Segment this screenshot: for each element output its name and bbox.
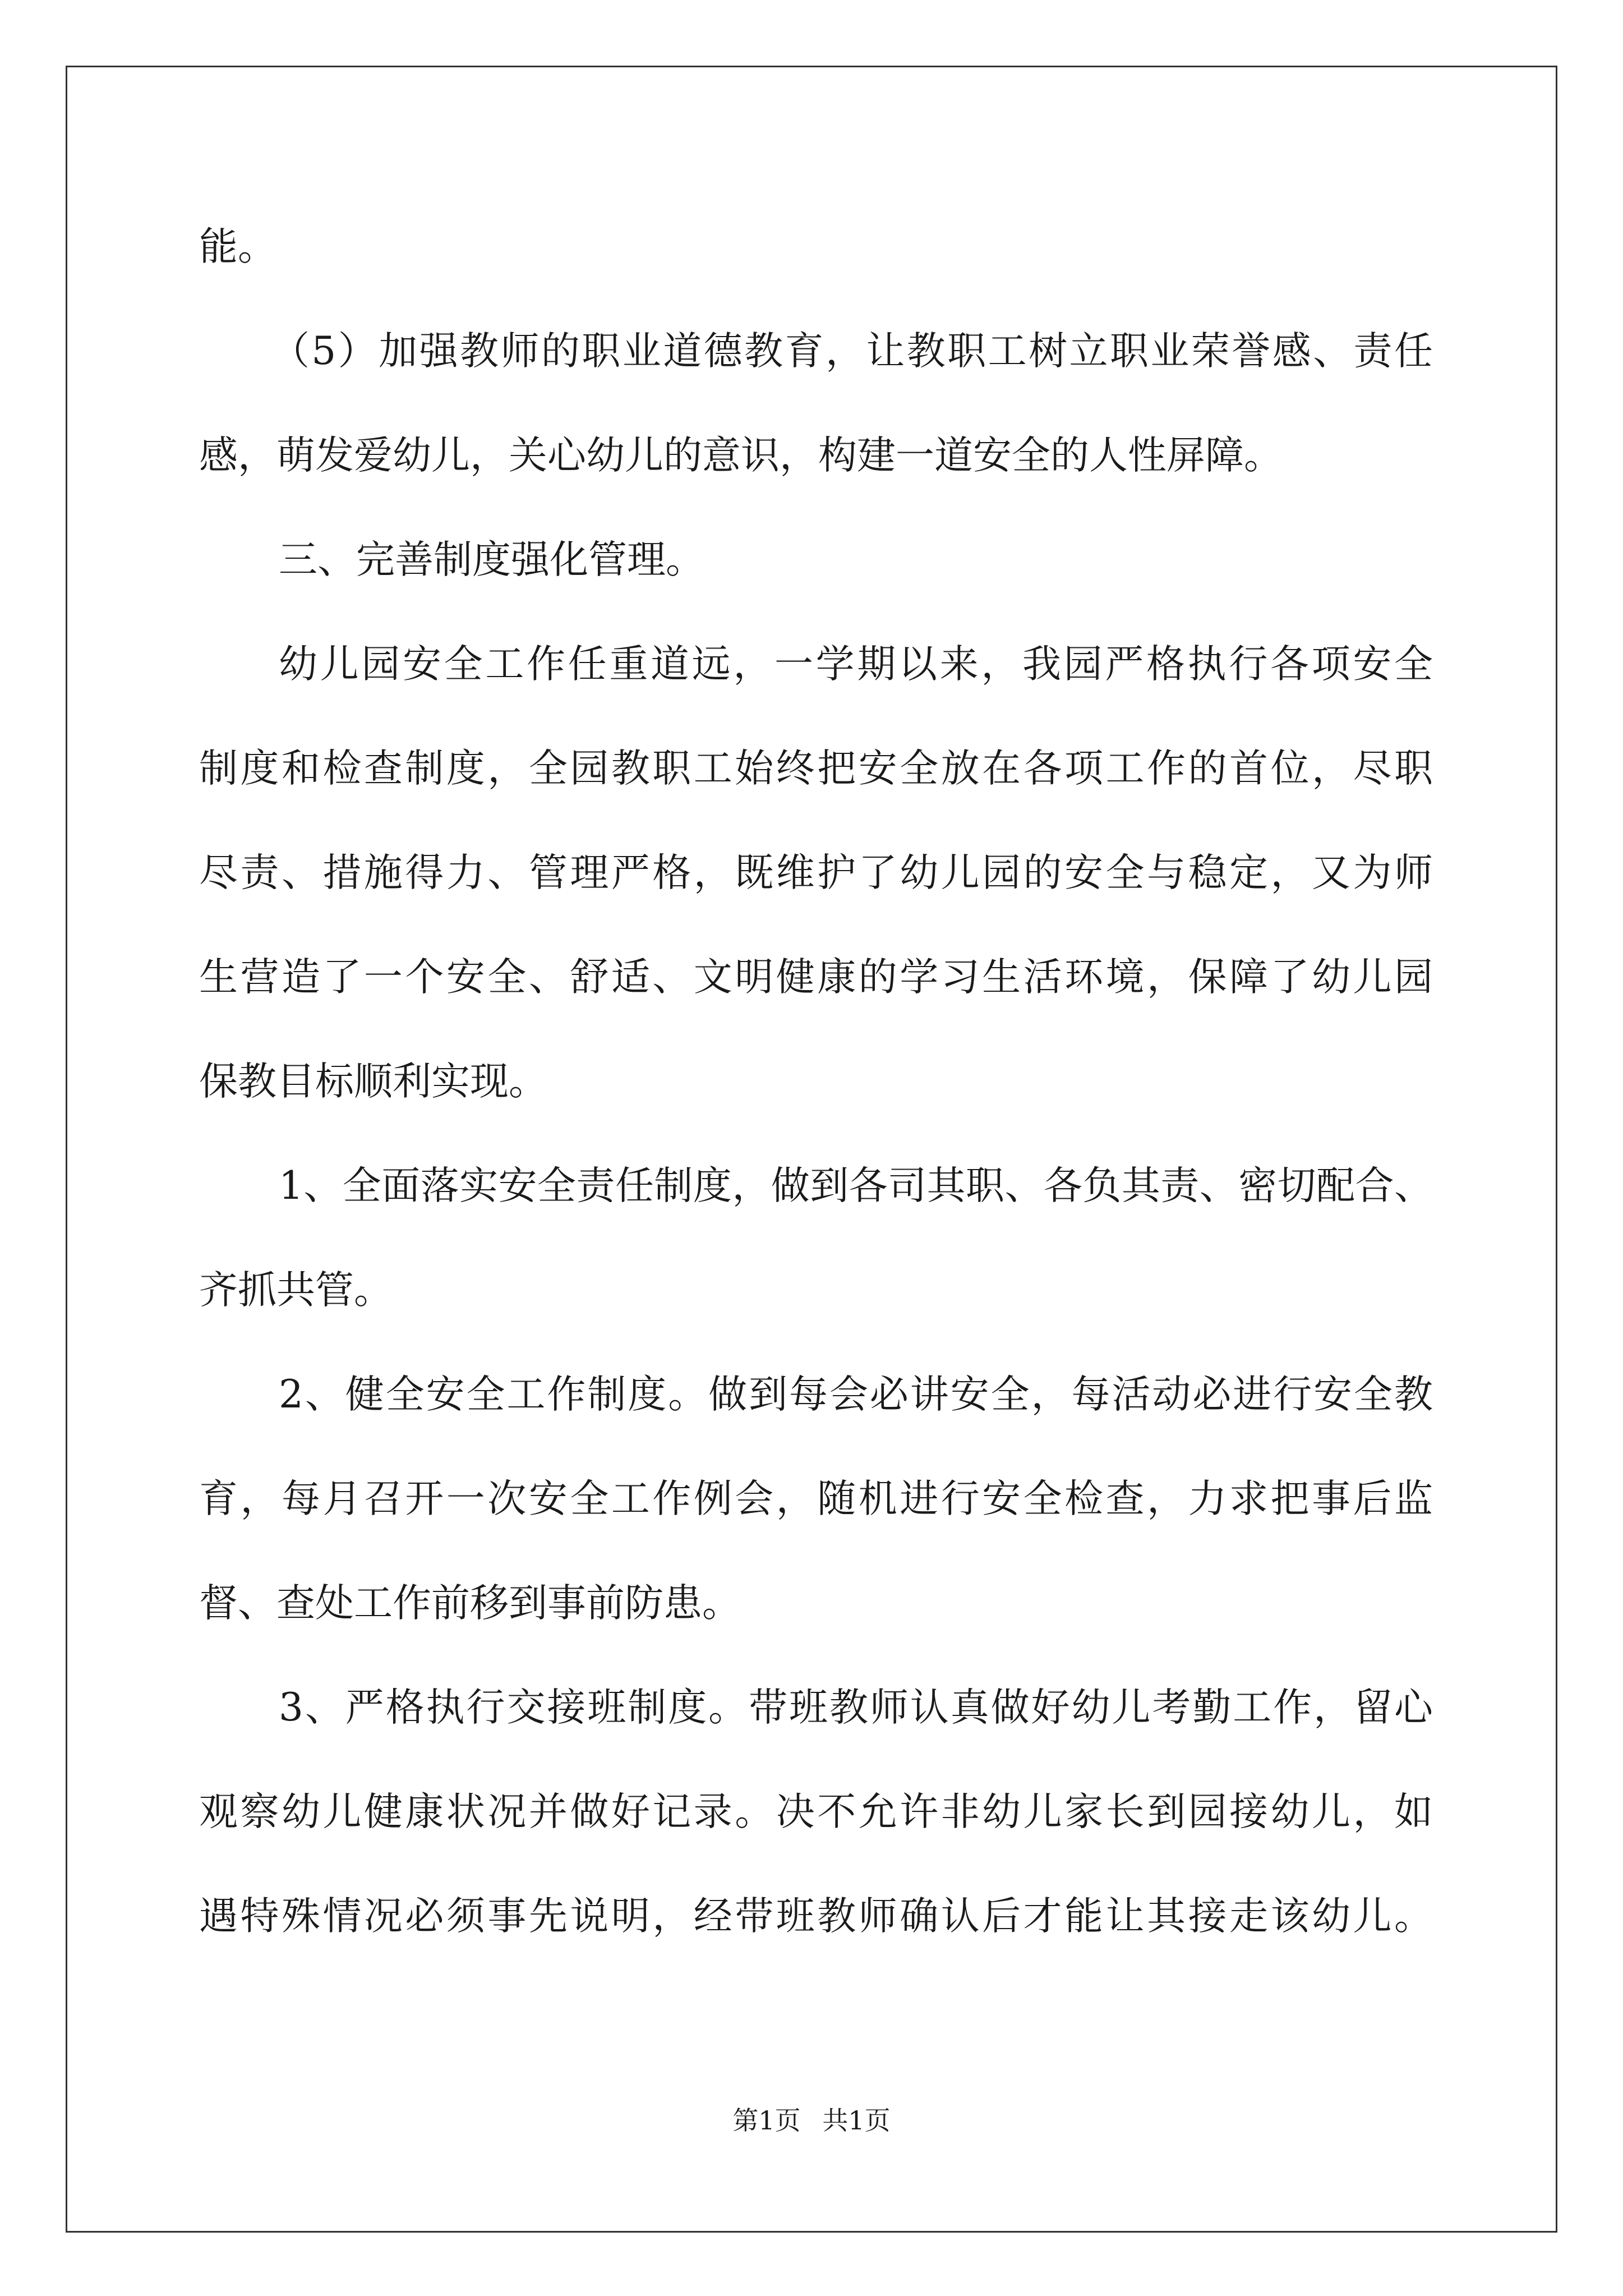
item-3-line-3: 遇特殊情况必须事先说明，经带班教师确认后才能让其接走该幼儿。 bbox=[199, 1894, 1433, 1939]
text-line: 能。 bbox=[199, 224, 276, 269]
page-number: 第1页 bbox=[732, 2105, 801, 2136]
item-2-line-1: 2、健全安全工作制度。做到每会必讲安全，每活动必进行安全教 bbox=[279, 1372, 1433, 1417]
item-1-line-2: 齐抓共管。 bbox=[199, 1268, 393, 1313]
page-total: 共1页 bbox=[822, 2105, 891, 2136]
item-2-line-3: 督、查处工作前移到事前防患。 bbox=[199, 1581, 741, 1626]
body-line: 幼儿园安全工作任重道远，一学期以来，我园严格执行各项安全 bbox=[279, 642, 1433, 687]
item-1-line-1: 1、全面落实安全责任制度，做到各司其职、各负其责、密切配合、 bbox=[279, 1163, 1433, 1208]
body-line: 尽责、措施得力、管理严格，既维护了幼儿园的安全与稳定，又为师 bbox=[199, 850, 1433, 895]
body-line: 生营造了一个安全、舒适、文明健康的学习生活环境，保障了幼儿园 bbox=[199, 955, 1433, 1000]
section-heading: 三、完善制度强化管理。 bbox=[279, 537, 704, 582]
paragraph-5-line-1: （5）加强教师的职业道德教育，让教职工树立职业荣誉感、责任 bbox=[271, 329, 1433, 374]
body-line: 保教目标顺利实现。 bbox=[199, 1059, 547, 1104]
item-3-line-1: 3、严格执行交接班制度。带班教师认真做好幼儿考勤工作，留心 bbox=[279, 1685, 1433, 1730]
item-3-line-2: 观察幼儿健康状况并做好记录。决不允许非幼儿家长到园接幼儿，如 bbox=[199, 1789, 1433, 1834]
body-line: 制度和检查制度，全园教职工始终把安全放在各项工作的首位，尽职 bbox=[199, 746, 1433, 791]
item-2-line-2: 育，每月召开一次安全工作例会，随机进行安全检查，力求把事后监 bbox=[199, 1476, 1433, 1521]
page-footer bbox=[0, 2104, 1623, 2137]
paragraph-5-line-2: 感，萌发爱幼儿，关心幼儿的意识，构建一道安全的人性屏障。 bbox=[199, 433, 1283, 478]
